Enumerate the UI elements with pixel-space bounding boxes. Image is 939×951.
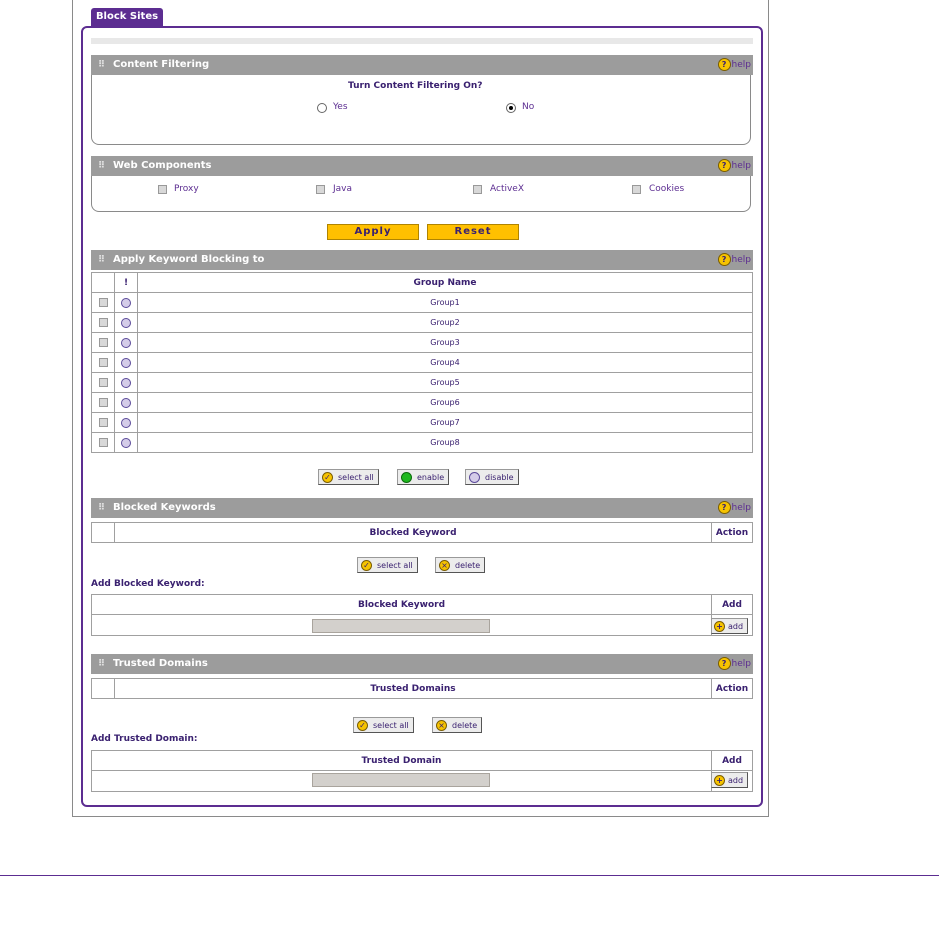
header-status-cell: ! xyxy=(115,273,138,293)
group-name-cell: Group8 xyxy=(138,433,753,453)
radio-no[interactable] xyxy=(506,103,516,113)
row-status-cell xyxy=(115,413,138,433)
help-icon: ? xyxy=(718,58,731,71)
header-checkbox-cell xyxy=(92,523,115,543)
cookies-label: Cookies xyxy=(649,184,685,194)
content-filtering-header xyxy=(91,55,753,75)
help-link[interactable]: ? help xyxy=(718,501,751,515)
status-circle-icon xyxy=(121,318,131,328)
row-status-cell xyxy=(115,393,138,413)
status-circle-icon xyxy=(121,378,131,388)
grip-icon: ⠿ xyxy=(98,255,105,265)
checkbox-proxy[interactable] xyxy=(158,185,167,194)
lavender-circle-icon xyxy=(469,472,480,483)
help-icon: ? xyxy=(718,657,731,670)
checkbox-activex[interactable] xyxy=(473,185,482,194)
activex-label: ActiveX xyxy=(490,184,525,194)
select-all-groups-button[interactable]: ✓ select all xyxy=(318,469,379,485)
row-checkbox[interactable] xyxy=(99,298,108,307)
table-header-row xyxy=(92,595,753,615)
status-circle-icon xyxy=(121,398,131,408)
keyword-blocking-header xyxy=(91,250,753,270)
x-icon: × xyxy=(439,560,450,571)
table-header-row xyxy=(92,273,753,293)
disable-button[interactable]: disable xyxy=(465,469,519,485)
status-circle-icon xyxy=(121,298,131,308)
table-row xyxy=(92,313,753,333)
plus-icon: + xyxy=(714,775,725,786)
checkbox-cookies[interactable] xyxy=(632,185,641,194)
help-icon: ? xyxy=(718,253,731,266)
header-action: Action xyxy=(712,523,753,543)
header-add: Add xyxy=(712,751,753,771)
add-keyword-button[interactable]: + add xyxy=(711,618,748,634)
table-row xyxy=(92,333,753,353)
help-icon: ? xyxy=(718,501,731,514)
plus-icon: + xyxy=(714,621,725,632)
trusted-domains-table xyxy=(91,678,753,699)
status-circle-icon xyxy=(121,438,131,448)
section-title: Web Components xyxy=(113,160,212,171)
group-name-cell: Group3 xyxy=(138,333,753,353)
group-name-cell: Group5 xyxy=(138,373,753,393)
table-header-row xyxy=(92,751,753,771)
group-name-cell: Group6 xyxy=(138,393,753,413)
header-blocked-keyword: Blocked Keyword xyxy=(92,595,712,615)
table-row xyxy=(92,413,753,433)
row-checkbox[interactable] xyxy=(99,338,108,347)
row-status-cell xyxy=(115,313,138,333)
checkbox-java[interactable] xyxy=(316,185,325,194)
blocked-keywords-header xyxy=(91,498,753,518)
help-link[interactable]: ? help xyxy=(718,58,751,72)
row-status-cell xyxy=(115,433,138,453)
help-link[interactable]: ? help xyxy=(718,159,751,173)
trusted-domains-header xyxy=(91,654,753,674)
java-label: Java xyxy=(333,184,353,194)
check-icon: ✓ xyxy=(361,560,372,571)
row-checkbox[interactable] xyxy=(99,418,108,427)
status-circle-icon xyxy=(121,418,131,428)
delete-domains-button[interactable]: × delete xyxy=(432,717,482,733)
row-checkbox[interactable] xyxy=(99,318,108,327)
row-checkbox-cell xyxy=(92,313,115,333)
group-name-cell: Group2 xyxy=(138,313,753,333)
add-domain-button[interactable]: + add xyxy=(711,772,748,788)
green-circle-icon xyxy=(401,472,412,483)
table-header-row xyxy=(92,523,753,543)
section-title: Content Filtering xyxy=(113,59,210,70)
row-checkbox-cell xyxy=(92,433,115,453)
web-components-box xyxy=(91,176,751,212)
select-all-keywords-button[interactable]: ✓ select all xyxy=(357,557,418,573)
help-icon: ? xyxy=(718,159,731,172)
group-name-cell: Group4 xyxy=(138,353,753,373)
section-title: Trusted Domains xyxy=(113,658,208,669)
section-title: Apply Keyword Blocking to xyxy=(113,254,265,265)
row-checkbox[interactable] xyxy=(99,358,108,367)
web-components-header xyxy=(91,156,753,176)
grip-icon: ⠿ xyxy=(98,60,105,70)
row-checkbox-cell xyxy=(92,333,115,353)
trusted-domain-input[interactable] xyxy=(312,773,490,787)
row-status-cell xyxy=(115,353,138,373)
row-checkbox-cell xyxy=(92,293,115,313)
row-checkbox-cell xyxy=(92,353,115,373)
content-filtering-box xyxy=(91,75,751,145)
row-status-cell xyxy=(115,333,138,353)
help-link[interactable]: ? help xyxy=(718,253,751,267)
row-status-cell xyxy=(115,373,138,393)
select-all-domains-button[interactable]: ✓ select all xyxy=(353,717,414,733)
reset-button[interactable]: Reset xyxy=(427,224,519,240)
tab-block-sites[interactable]: Block Sites xyxy=(91,8,163,26)
header-action: Action xyxy=(712,679,753,699)
content-filtering-question: Turn Content Filtering On? xyxy=(348,81,483,91)
header-checkbox-cell xyxy=(92,273,115,293)
header-trusted-domain: Trusted Domain xyxy=(92,751,712,771)
row-checkbox[interactable] xyxy=(99,378,108,387)
blocked-keywords-table xyxy=(91,522,753,543)
row-checkbox[interactable] xyxy=(99,438,108,447)
radio-yes[interactable] xyxy=(317,103,327,113)
table-row xyxy=(92,373,753,393)
enable-button[interactable]: enable xyxy=(397,469,449,485)
delete-keywords-button[interactable]: × delete xyxy=(435,557,485,573)
grip-icon: ⠿ xyxy=(98,659,105,669)
section-title: Blocked Keywords xyxy=(113,502,216,513)
check-icon: ✓ xyxy=(357,720,368,731)
header-trusted-domains: Trusted Domains xyxy=(115,679,712,699)
status-circle-icon xyxy=(121,358,131,368)
row-checkbox-cell xyxy=(92,393,115,413)
table-row xyxy=(92,293,753,313)
keyword-blocking-table xyxy=(91,272,753,453)
blocked-keyword-input[interactable] xyxy=(312,619,490,633)
row-checkbox-cell xyxy=(92,413,115,433)
group-name-cell: Group1 xyxy=(138,293,753,313)
x-icon: × xyxy=(436,720,447,731)
row-checkbox-cell xyxy=(92,373,115,393)
grip-icon: ⠿ xyxy=(98,161,105,171)
apply-button[interactable]: Apply xyxy=(327,224,419,240)
grip-icon: ⠿ xyxy=(98,503,105,513)
table-header-row xyxy=(92,679,753,699)
header-group-name: Group Name xyxy=(138,273,753,293)
table-row xyxy=(92,433,753,453)
add-blocked-keyword-label: Add Blocked Keyword: xyxy=(91,579,205,589)
table-row xyxy=(92,393,753,413)
row-status-cell xyxy=(115,293,138,313)
status-circle-icon xyxy=(121,338,131,348)
group-name-cell: Group7 xyxy=(138,413,753,433)
proxy-label: Proxy xyxy=(174,184,199,194)
row-checkbox[interactable] xyxy=(99,398,108,407)
header-blocked-keyword: Blocked Keyword xyxy=(115,523,712,543)
group-rows xyxy=(92,293,753,453)
radio-yes-label: Yes xyxy=(333,102,348,112)
table-row xyxy=(92,353,753,373)
check-icon: ✓ xyxy=(322,472,333,483)
header-add: Add xyxy=(712,595,753,615)
help-link[interactable]: ? help xyxy=(718,657,751,671)
top-divider xyxy=(91,38,753,44)
radio-no-label: No xyxy=(522,102,535,112)
header-checkbox-cell xyxy=(92,679,115,699)
add-trusted-domain-label: Add Trusted Domain: xyxy=(91,734,198,744)
page-divider xyxy=(0,875,939,876)
